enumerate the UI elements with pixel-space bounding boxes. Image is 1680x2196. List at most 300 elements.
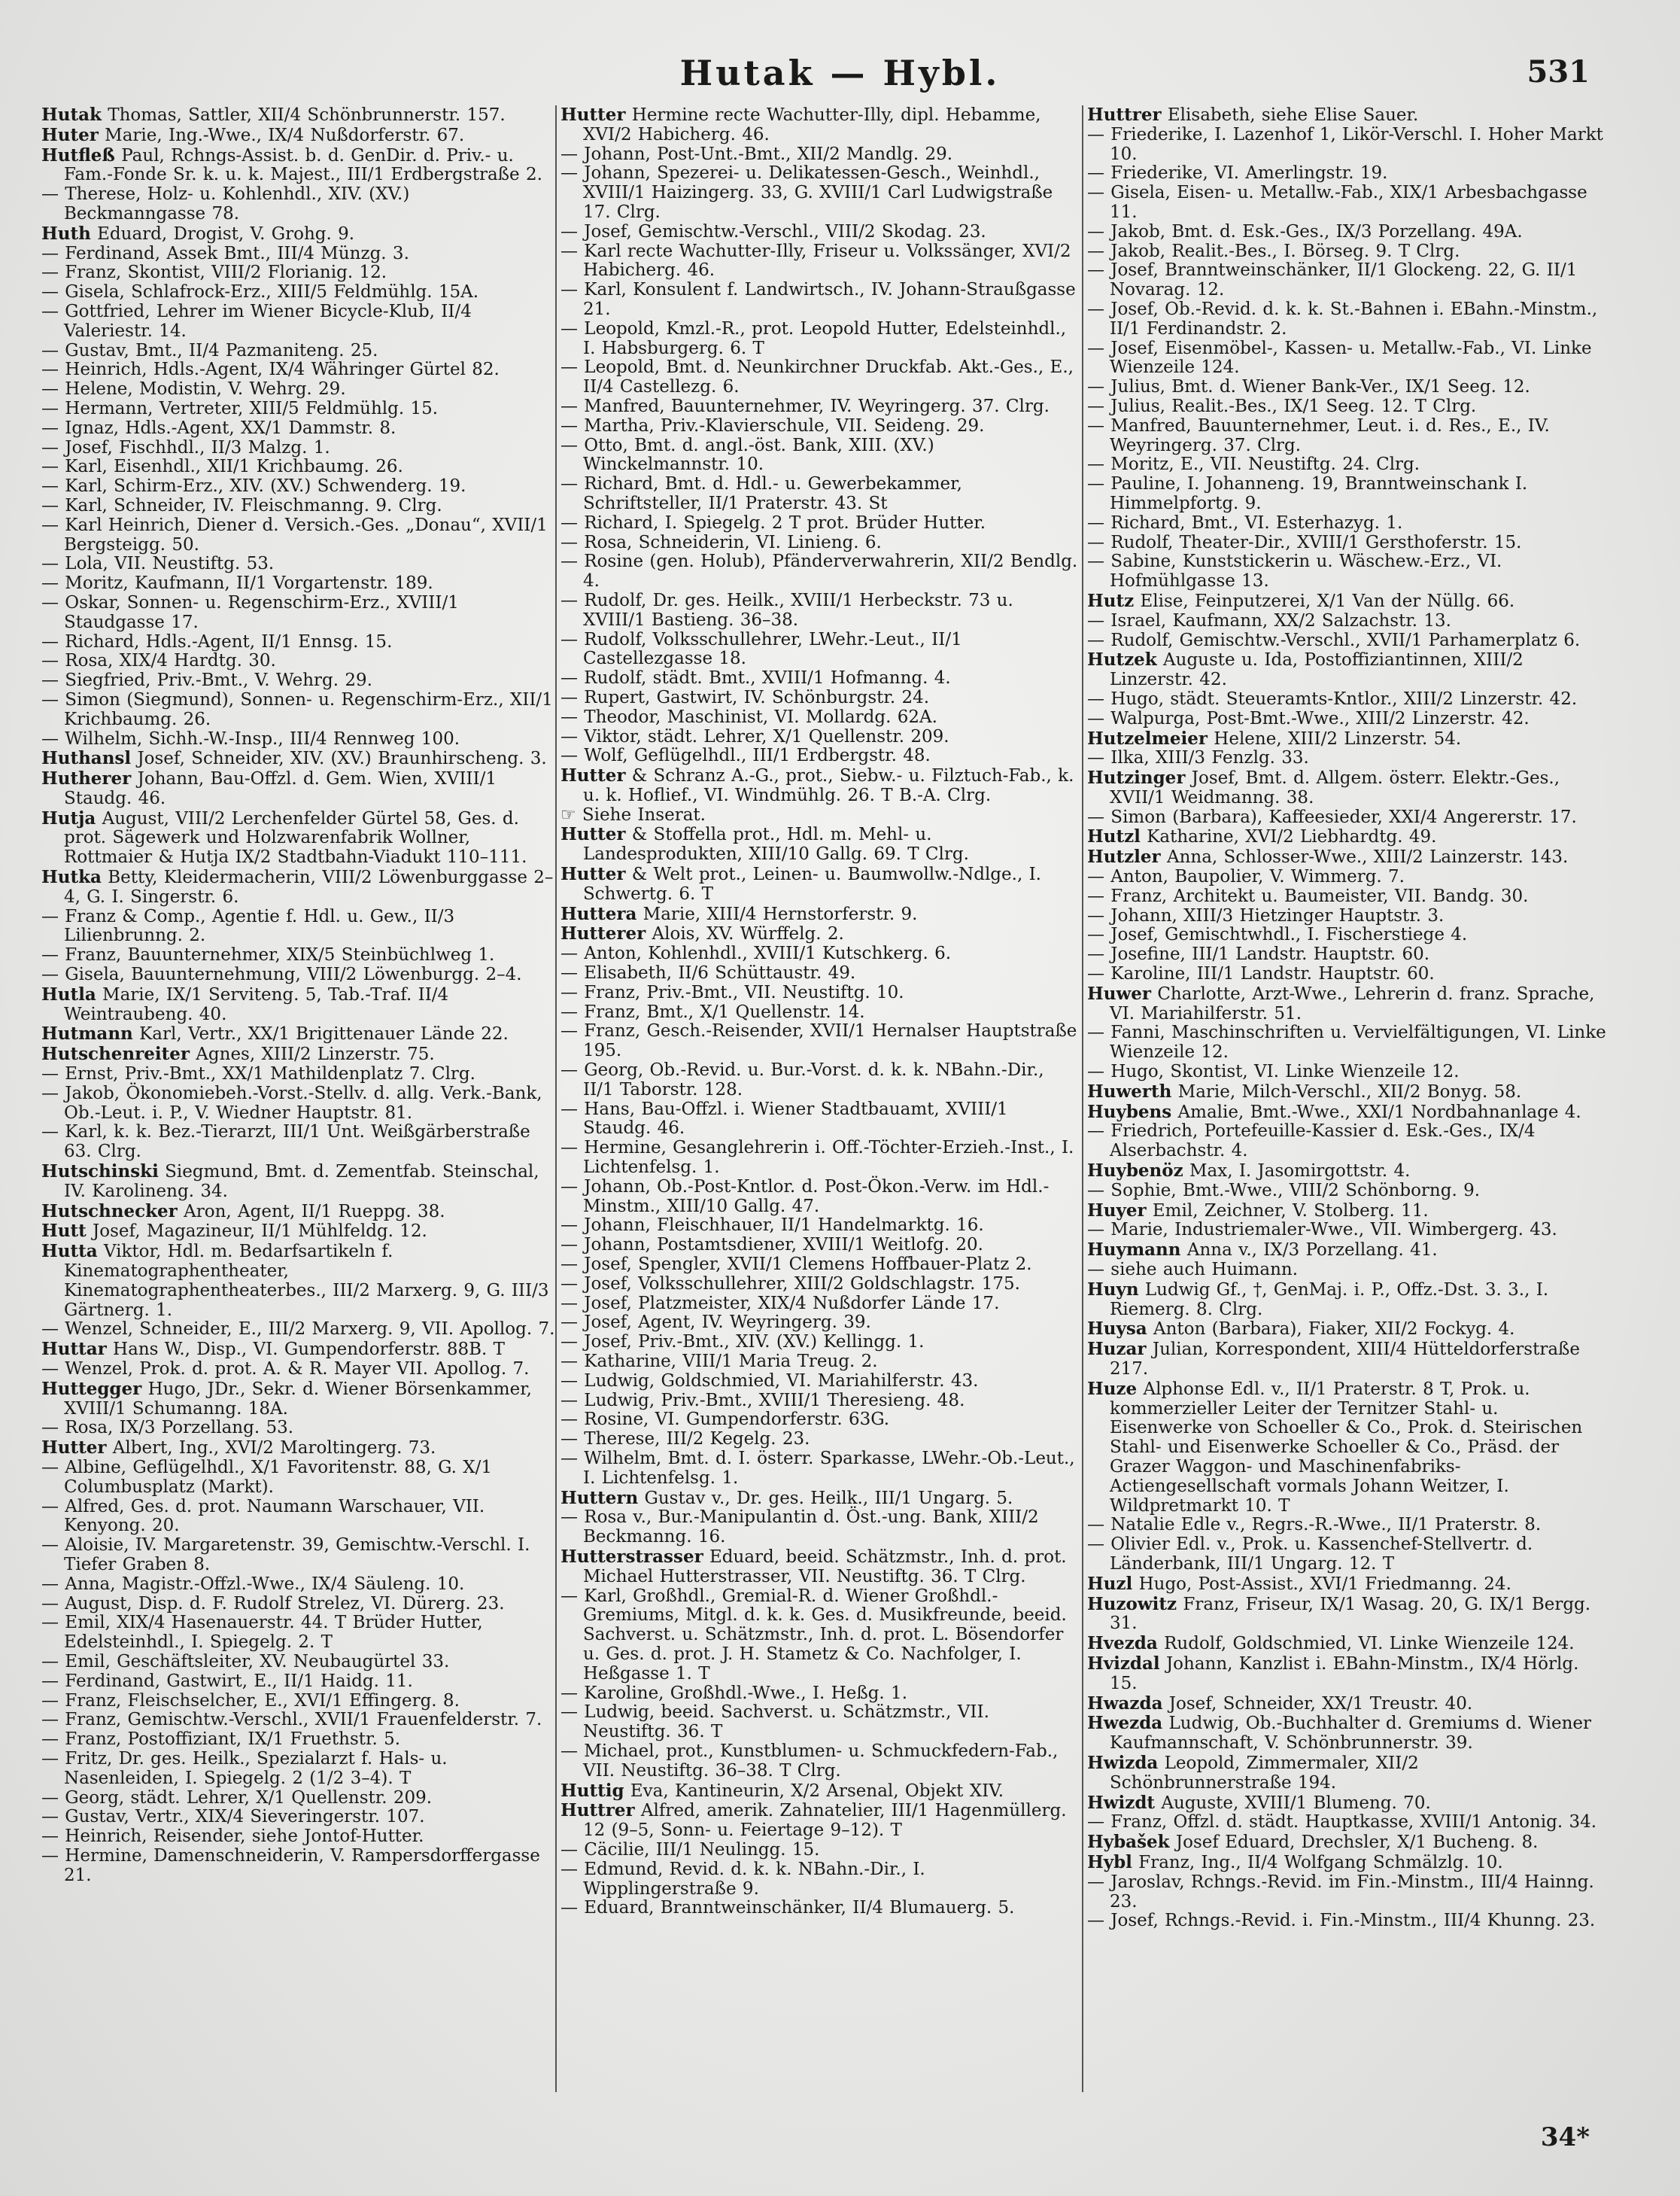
entry-details: Marie, Milch-Verschl., XII/2 Bonyg. 58. xyxy=(1177,1081,1522,1102)
entry-details: Elise, Feinputzerei, X/1 Van der Nüllg. 66. xyxy=(1140,591,1515,611)
entry-details: — Anton, Baupolier, V. Wimmerg. 7. xyxy=(1087,867,1405,887)
entry-surname: Hutmann xyxy=(41,1023,133,1045)
entry-details: — Rudolf, städt. Bmt., XVIII/1 Hofmanng. 4. xyxy=(561,668,951,689)
entry-details: — Ferdinand, Assek Bmt., III/4 Münzg. 3. xyxy=(41,243,409,263)
entry-details: Hans W., Disp., VI. Gumpendorferstr. 88B. T xyxy=(113,1340,505,1360)
directory-entry xyxy=(561,1022,1080,1061)
directory-entry xyxy=(1087,514,1606,534)
directory-entry xyxy=(561,1313,1080,1333)
directory-entry xyxy=(41,1438,557,1458)
directory-entry xyxy=(561,631,1080,670)
directory-entry xyxy=(561,1392,1080,1411)
entry-details: — Ignaz, Hdls.-Agent, XX/1 Dammstr. 8. xyxy=(41,418,396,438)
sheet-signature: 34* xyxy=(1540,2122,1590,2152)
directory-entry xyxy=(41,439,557,458)
directory-entry xyxy=(561,1449,1080,1489)
entry-details: — Friedrich, Portefeuille-Kassier d. Esk.-Ges., IX/4 Alserbachstr. 4. xyxy=(1087,1121,1536,1161)
directory-entry xyxy=(1087,1912,1606,1931)
entry-details: — Heinrich, Hdls.-Agent, IX/4 Währinger Gürtel 82. xyxy=(41,360,500,380)
directory-entry xyxy=(1087,1182,1606,1201)
directory-entry xyxy=(1087,184,1606,223)
entry-details: Johann, Bau-Offzl. d. Gem. Wien, XVIII/1 Staudg. 46. xyxy=(64,769,497,808)
entry-details: — Alfred, Ges. d. prot. Naumann Warschauer, VII. Kenyong. 20. xyxy=(41,1496,485,1536)
directory-entry xyxy=(561,552,1080,592)
entry-details: — August, Disp. d. F. Rudolf Strelez, VI. Dürerg. 23. xyxy=(41,1593,505,1614)
directory-entry xyxy=(41,1614,557,1653)
directory-entry xyxy=(1087,1221,1606,1240)
directory-entry xyxy=(41,185,557,224)
directory-entry xyxy=(1087,965,1606,984)
directory-entry xyxy=(41,1242,557,1320)
entry-details: Eva, Kantineurin, X/2 Arsenal, Objekt XIV. xyxy=(630,1781,1004,1801)
entry-details: — Gisela, Schlafrock-Erz., XIII/5 Feldmühlg. 15A. xyxy=(41,282,479,303)
entry-details: August, VIII/2 Lerchenfelder Gürtel 58, Ges. d. prot. Sägewerk und Holzwarenfabrik Wollner, Rottmaier & Hutja IX/2 Stadtbahn-Viadukt 110–111. xyxy=(64,808,527,868)
directory-entry xyxy=(561,223,1080,242)
directory-entry xyxy=(1087,1122,1606,1161)
directory-entry xyxy=(561,475,1080,514)
directory-entry xyxy=(1087,1319,1606,1340)
page-number: 531 xyxy=(1527,54,1590,90)
entry-details: — Wilhelm, Sichh.-W.-Insp., III/4 Rennweg 100. xyxy=(41,728,460,749)
entry-details: Katharine, XVI/2 Liebhardtg. 49. xyxy=(1147,827,1437,847)
entry-surname: Hwizdt xyxy=(1087,1792,1156,1813)
entry-details: Emil, Zeichner, V. Stolberg. 11. xyxy=(1152,1200,1429,1221)
directory-entry xyxy=(1087,907,1606,926)
directory-entry xyxy=(1087,552,1606,592)
entry-details: — Theodor, Maschinist, VI. Mollardg. 62A. xyxy=(561,707,937,727)
entry-details: Paul, Rchngs-Assist. b. d. GenDir. d. Priv.- u. Fam.-Fonde Sr. k. u. k. Majest., III/1 Erdbergstraße 2. xyxy=(64,145,542,185)
directory-entry xyxy=(1087,339,1606,379)
directory-entry xyxy=(41,1024,557,1045)
entry-details: — Josef, Rchngs.-Revid. i. Fin.-Minstm., III/4 Khunng. 23. xyxy=(1087,1911,1596,1931)
directory-entry xyxy=(561,1003,1080,1023)
entry-details: — Emil, Geschäftsleiter, XV. Neubaugürtel 33. xyxy=(41,1651,450,1671)
directory-entry xyxy=(561,669,1080,689)
directory-entry xyxy=(41,1575,557,1595)
directory-entry xyxy=(41,1202,557,1222)
directory-entry xyxy=(561,1216,1080,1236)
entry-details: — Marie, Industriemaler-Wwe., VII. Wimbergerg. 43. xyxy=(1087,1220,1557,1240)
directory-entry xyxy=(41,1595,557,1614)
directory-entry xyxy=(561,1236,1080,1255)
entry-details: — Josef, Ob.-Revid. d. k. k. St.-Bahnen i. EBahn.-Minstm., II/1 Ferdinandstr. 2. xyxy=(1087,299,1598,339)
entry-details: Charlotte, Arzt-Wwe., Lehrerin d. franz. Sprache, VI. Mariahilferstr. 51. xyxy=(1110,984,1595,1023)
entry-details: & Welt prot., Leinen- u. Baumwollw.-Ndlge., I. Schwertg. 6. T xyxy=(583,865,1041,904)
directory-entry xyxy=(1087,1280,1606,1320)
directory-entry xyxy=(561,358,1080,397)
directory-entry xyxy=(41,633,557,652)
directory-entry xyxy=(41,749,557,769)
entry-surname: Hutfleß xyxy=(41,144,115,166)
directory-entry xyxy=(561,164,1080,222)
entry-details: & Schranz A.-G., prot., Siebw.- u. Filztuch-Fab., k. u. k. Hoflief., VI. Windmühlg. 26. T B.-A. Clrg. xyxy=(583,766,1074,805)
directory-entry xyxy=(561,1294,1080,1314)
directory-entry xyxy=(1087,827,1606,847)
directory-entry xyxy=(41,516,557,555)
entry-surname: Huttar xyxy=(41,1339,107,1360)
directory-entry xyxy=(41,985,557,1025)
entry-details: — Josef, Volksschullehrer, XIII/2 Goldschlagstr. 175. xyxy=(561,1273,1020,1294)
entry-details: — Ferdinand, Gastwirt, E., II/1 Haidg. 11. xyxy=(41,1671,413,1691)
entry-details: — Richard, Bmt. d. Hdl.- u. Gewerbekammer, Schriftsteller, II/1 Praterstr. 43. St xyxy=(561,474,962,513)
entry-details: Josef Eduard, Drechsler, X/1 Bucheng. 8. xyxy=(1175,1833,1539,1853)
directory-entry xyxy=(561,1860,1080,1899)
entry-surname: Huzl xyxy=(1087,1573,1133,1594)
directory-entry xyxy=(561,1061,1080,1100)
directory-entry xyxy=(561,1684,1080,1704)
directory-entry xyxy=(1087,690,1606,710)
entry-details: Elisabeth, siehe Elise Sauer. xyxy=(1167,105,1419,125)
directory-entry xyxy=(41,1730,557,1750)
entry-details: — Franz, Priv.-Bmt., VII. Neustiftg. 10. xyxy=(561,982,904,1002)
directory-entry xyxy=(561,728,1080,747)
directory-entry xyxy=(41,1419,557,1438)
entry-details: — Gustav, Bmt., II/4 Pazmaniteng. 25. xyxy=(41,340,378,360)
directory-entry xyxy=(1087,1714,1606,1753)
directory-entry xyxy=(561,905,1080,925)
entry-details: — Josef, Gemischtw.-Verschl., VIII/2 Skodag. 23. xyxy=(561,221,986,242)
entry-details: — Therese, III/2 Kegelg. 23. xyxy=(561,1429,810,1449)
directory-entry xyxy=(41,946,557,966)
directory-entry xyxy=(41,1045,557,1065)
directory-entry xyxy=(41,1808,557,1827)
entry-surname: Hutterer xyxy=(561,923,646,944)
directory-entry xyxy=(1087,612,1606,631)
entry-details: — Manfred, Bauunternehmer, IV. Weyringerg. 37. Clrg. xyxy=(561,396,1050,416)
directory-entry xyxy=(41,594,557,633)
directory-entry xyxy=(1087,1063,1606,1082)
entry-surname: Hutzek xyxy=(1087,649,1157,671)
directory-entry xyxy=(1087,126,1606,165)
entry-details: — Rupert, Gastwirt, IV. Schönburgstr. 24. xyxy=(561,687,930,707)
directory-entry xyxy=(561,1100,1080,1139)
entry-details: Agnes, XIII/2 Linzerstr. 75. xyxy=(196,1045,435,1065)
entry-details: — Karl, k. k. Bez.-Tierarzt, III/1 Unt. Weißgärberstraße 63. Clrg. xyxy=(41,1122,530,1162)
entry-surname: Huttig xyxy=(561,1780,624,1801)
entry-details: Siegmund, Bmt. d. Zementfab. Steinschal, IV. Karolineng. 34. xyxy=(64,1162,539,1201)
directory-entry xyxy=(1087,847,1606,868)
directory-entry xyxy=(1087,887,1606,907)
directory-entry xyxy=(1087,164,1606,184)
directory-entry xyxy=(41,477,557,497)
column-middle xyxy=(561,105,1080,1918)
entry-details: — Natalie Edle v., Regrs.-R.-Wwe., II/1 Praterstr. 8. xyxy=(1087,1515,1542,1535)
entry-details: — Julius, Bmt. d. Wiener Bank-Ver., IX/1 Seeg. 12. xyxy=(1087,377,1530,397)
entry-details: — Ludwig, Priv.-Bmt., XVIII/1 Theresieng. 48. xyxy=(561,1390,965,1410)
directory-entry xyxy=(561,964,1080,984)
entry-details: — Viktor, städt. Lehrer, X/1 Quellenstr. 209. xyxy=(561,726,949,747)
entry-details: — Emil, XIX/4 Hasenauerstr. 44. T Brüder Hutter, Edelsteinhdl., I. Spiegelg. 2. T xyxy=(41,1613,483,1653)
entry-surname: Hvizdal xyxy=(1087,1653,1160,1674)
entry-details: — Wilhelm, Bmt. d. I. österr. Sparkasse, LWehr.-Ob.-Leut., I. Lichtenfelsg. 1. xyxy=(561,1448,1075,1488)
entry-details: — Anna, Magistr.-Offzl.-Wwe., IX/4 Säuleng. 10. xyxy=(41,1574,465,1594)
entry-surname: Huttrer xyxy=(1087,105,1162,125)
entry-details: — Moritz, Kaufmann, II/1 Vorgartenstr. 189. xyxy=(41,573,433,594)
entry-details: — Rosa, Schneiderin, VI. Linieng. 6. xyxy=(561,532,882,552)
column-left xyxy=(41,105,557,1886)
entry-details: — Franz & Comp., Agentie f. Hdl. u. Gew., II/3 Lilienbrunng. 2. xyxy=(41,906,455,946)
entry-details: — Josef, Eisenmöbel-, Kassen- u. Metallw.-Fab., VI. Linke Wienzeile 124. xyxy=(1087,338,1592,378)
entry-details: Johann, Kanzlist i. EBahn-Minstm., IX/4 Hörlg. 15. xyxy=(1110,1653,1579,1693)
entry-surname: Hybl xyxy=(1087,1851,1132,1872)
entry-details: — Hermann, Vertreter, XIII/5 Feldmühlg. 15. xyxy=(41,398,439,418)
entry-surname: Huybenöz xyxy=(1087,1160,1183,1182)
directory-entry xyxy=(41,105,557,126)
entry-surname: Hwizda xyxy=(1087,1752,1159,1773)
entry-surname: Hybašek xyxy=(1087,1832,1170,1853)
entry-details: — Jaroslav, Rchngs.-Revid. im Fin.-Minstm., III/4 Hainng. 23. xyxy=(1087,1872,1594,1912)
entry-details: — Moritz, E., VII. Neustiftg. 24. Clrg. xyxy=(1087,455,1420,475)
directory-entry xyxy=(561,534,1080,553)
entry-details: — Ludwig, beeid. Sachverst. u. Schätzmstr., VII. Neustiftg. 36. T xyxy=(561,1702,989,1742)
directory-entry xyxy=(561,436,1080,476)
directory-entry xyxy=(41,1162,557,1202)
directory-entry xyxy=(561,1255,1080,1275)
directory-entry xyxy=(41,1458,557,1498)
entry-details: — Josef, Gemischtwhdl., I. Fischerstiege 4. xyxy=(1087,925,1468,945)
directory-entry xyxy=(561,320,1080,359)
entry-details: — Rosine (gen. Holub), Pfänderverwahrerin, XII/2 Bendlg. 4. xyxy=(561,552,1078,592)
directory-entry xyxy=(1087,1340,1606,1379)
entry-details: — Josef, Agent, IV. Weyringerg. 39. xyxy=(561,1312,871,1333)
entry-details: — Georg, Ob.-Revid. u. Bur.-Vorst. d. k. k. NBahn.-Dir., II/1 Taborstr. 128. xyxy=(561,1060,1044,1100)
entry-details: — Hugo, Skontist, VI. Linke Wienzeile 12. xyxy=(1087,1062,1460,1082)
directory-entry xyxy=(1087,105,1606,126)
entry-details: — Karl, Schirm-Erz., XIV. (XV.) Schwenderg. 19. xyxy=(41,476,466,497)
entry-details: — Edmund, Revid. d. k. k. NBahn.-Dir., I. Wipplingerstraße 9. xyxy=(561,1859,925,1899)
entry-details: — Heinrich, Reisender, siehe Jontof-Hutter. xyxy=(41,1826,424,1847)
entry-details: — siehe auch Huimann. xyxy=(1087,1260,1299,1280)
directory-entry xyxy=(1087,1261,1606,1280)
column-right xyxy=(1087,105,1606,1931)
directory-entry xyxy=(41,283,557,303)
directory-entry xyxy=(41,966,557,985)
entry-details: — Rudolf, Volksschullehrer, LWehr.-Leut., II/1 Castellezgasse 18. xyxy=(561,629,962,669)
entry-surname: Hutter xyxy=(41,1437,107,1458)
directory-entry xyxy=(1087,261,1606,300)
entry-details: — Leopold, Bmt. d. Neunkirchner Druckfab. Akt.-Ges., E., II/4 Castellezg. 6. xyxy=(561,357,1074,397)
directory-entry xyxy=(1087,1873,1606,1912)
entry-details: — Oskar, Sonnen- u. Regenschirm-Erz., XVIII/1 Staudgasse 17. xyxy=(41,592,459,632)
directory-entry xyxy=(41,809,557,868)
entry-details: Josef, Bmt. d. Allgem. österr. Elektr.-Ges., XVII/1 Weidmanng. 38. xyxy=(1110,768,1560,808)
directory-entry xyxy=(1087,1654,1606,1694)
directory-entry xyxy=(41,1750,557,1789)
entry-details: Ludwig, Ob.-Buchhalter d. Gremiums d. Wiener Kaufmannschaft, V. Schönbrunnerstr. 39. xyxy=(1110,1714,1592,1753)
entry-surname: Hutter xyxy=(561,765,626,786)
entry-details: Marie, IX/1 Serviteng. 5, Tab.-Traf. II/4 Weintraubeng. 40. xyxy=(64,984,449,1024)
entry-details: Anna, Schlosser-Wwe., XIII/2 Lainzerstr. 143. xyxy=(1166,847,1569,868)
entry-surname: Hutzl xyxy=(1087,826,1141,847)
entry-details: — Siegfried, Priv.-Bmt., V. Wehrg. 29. xyxy=(41,671,372,691)
entry-details: — Johann, Post-Unt.-Bmt., XII/2 Mandlg. 29. xyxy=(561,144,953,164)
directory-entry xyxy=(561,592,1080,631)
entry-surname: Hutherer xyxy=(41,768,132,789)
directory-entry xyxy=(561,1372,1080,1392)
entry-details: — Leopold, Kmzl.-R., prot. Leopold Hutter, Edelsteinhdl., I. Habsburgerg. 6. T xyxy=(561,318,1067,358)
directory-entry xyxy=(561,105,1080,145)
directory-entry xyxy=(561,1841,1080,1860)
directory-entry xyxy=(41,497,557,516)
entry-details: — Georg, städt. Lehrer, X/1 Quellenstr. 209. xyxy=(41,1787,433,1808)
entry-details: Leopold, Zimmermaler, XII/2 Schönbrunnerstraße 194. xyxy=(1110,1753,1419,1793)
entry-details: — Aloisie, IV. Margaretenstr. 39, Gemischtw.-Verschl. I. Tiefer Graben 8. xyxy=(41,1535,530,1574)
entry-details: — Elisabeth, II/6 Schüttaustr. 49. xyxy=(561,963,856,984)
entry-details: — Cäcilie, III/1 Neulingg. 15. xyxy=(561,1839,820,1860)
directory-entry xyxy=(1087,749,1606,768)
entry-details: Alois, XV. Würffelg. 2. xyxy=(652,924,844,944)
entry-details: — Julius, Realit.-Bes., IX/1 Seeg. 12. T Clrg. xyxy=(1087,396,1477,416)
entry-details: — Franz, Postoffiziant, IX/1 Fruethstr. 5. xyxy=(41,1729,401,1750)
directory-entry xyxy=(1087,397,1606,417)
entry-surname: Huzowitz xyxy=(1087,1593,1177,1614)
entry-details: — Franz, Bmt., X/1 Quellenstr. 14. xyxy=(561,1002,865,1022)
entry-details: Julian, Korrespondent, XIII/4 Hütteldorferstraße 217. xyxy=(1110,1340,1581,1379)
directory-entry xyxy=(1087,223,1606,242)
entry-details: — Wolf, Geflügelhdl., III/1 Erdbergstr. 48. xyxy=(561,746,931,766)
directory-entry xyxy=(561,944,1080,964)
directory-entry xyxy=(1087,1634,1606,1654)
entry-details: — Karl, Schneider, IV. Fleischmanng. 9. Clrg. xyxy=(41,495,442,516)
directory-entry xyxy=(1087,710,1606,729)
entry-surname: Hutter xyxy=(561,105,626,125)
directory-entry xyxy=(41,1320,557,1340)
entry-details: — Olivier Edl. v., Prok. u. Kassenchef-Stellvertr. d. Länderbank, III/1 Ungarg. 12. T xyxy=(1087,1534,1533,1574)
entry-surname: Hutschinski xyxy=(41,1161,159,1182)
directory-entry xyxy=(41,574,557,594)
directory-entry xyxy=(561,1178,1080,1217)
entry-details: Hugo, JDr., Sekr. d. Wiener Börsenkammer, XVIII/1 Schumanng. 18A. xyxy=(64,1379,532,1419)
entry-details: Hermine recte Wachutter-Illy, dipl. Hebamme, XVI/2 Habicherg. 46. xyxy=(583,105,1041,144)
entry-details: — Rudolf, Gemischtw.-Verschl., XVII/1 Parhamerplatz 6. xyxy=(1087,630,1581,650)
entry-surname: Huttera xyxy=(561,903,637,924)
entry-details: Thomas, Sattler, XII/4 Schönbrunnerstr. 157. xyxy=(108,105,506,125)
entry-surname: Hutschnecker xyxy=(41,1200,178,1221)
directory-entry xyxy=(561,1489,1080,1509)
entry-details: Auguste u. Ida, Postoffiziantinnen, XIII/2 Linzerstr. 42. xyxy=(1110,650,1524,690)
directory-entry xyxy=(561,281,1080,320)
entry-surname: Hutschenreiter xyxy=(41,1044,190,1065)
directory-entry xyxy=(41,303,557,342)
entry-surname: Hwezda xyxy=(1087,1713,1163,1734)
entry-details: — Fanni, Maschinschriften u. Vervielfältigungen, VI. Linke Wienzeile 12. xyxy=(1087,1023,1606,1063)
directory-entry xyxy=(41,380,557,400)
entry-details: — Johann, Ob.-Post-Kntlor. d. Post-Ökon.-Verw. im Hdl.-Minstm., XIII/10 Gallg. 47. xyxy=(561,1176,1050,1216)
entry-details: Viktor, Hdl. m. Bedarfsartikeln f. Kinematographentheater, Kinematographentheaterbes., III/2 Marxerg. 9, G. III/3 Gärtnerg. 1. xyxy=(64,1242,549,1320)
directory-entry xyxy=(41,868,557,908)
entry-details: — Jakob, Bmt. d. Esk.-Ges., IX/3 Porzellang. 49A. xyxy=(1087,221,1523,242)
directory-entry xyxy=(561,1703,1080,1742)
page-header xyxy=(0,53,1680,105)
entry-details: — Karoline, Großhdl.-Wwe., I. Heßg. 1. xyxy=(561,1683,908,1703)
entry-details: — Franz, Architekt u. Baumeister, VII. Bandg. 30. xyxy=(1087,886,1529,906)
entry-details: — Josef, Branntweinschänker, II/1 Glockeng. 22, G. II/1 Novarag. 12. xyxy=(1087,260,1578,300)
directory-entry xyxy=(561,1742,1080,1781)
directory-entry xyxy=(41,263,557,283)
directory-entry xyxy=(1087,1082,1606,1103)
entry-surname: Hutja xyxy=(41,808,96,829)
entry-details: Anton (Barbara), Fiaker, XII/2 Fockyg. 4. xyxy=(1153,1319,1515,1340)
entry-surname: Huwer xyxy=(1087,983,1152,1004)
directory-entry xyxy=(41,1065,557,1084)
directory-entry xyxy=(1087,868,1606,887)
entry-details: Aron, Agent, II/1 Rueppg. 38. xyxy=(184,1201,445,1221)
entry-details: — Karl, Konsulent f. Landwirtsch., IV. Johann-Straußgasse 21. xyxy=(561,280,1076,319)
directory-entry xyxy=(1087,534,1606,553)
entry-surname: Huzar xyxy=(1087,1339,1147,1360)
entry-surname: Huttegger xyxy=(41,1378,142,1399)
entry-details: Anna v., IX/3 Porzellang. 41. xyxy=(1186,1240,1438,1261)
entry-details: — Eduard, Branntweinschänker, II/4 Blumauerg. 5. xyxy=(561,1898,1015,1918)
entry-surname: Hutter xyxy=(561,824,626,845)
directory-entry xyxy=(1087,808,1606,828)
entry-surname: Hvezda xyxy=(1087,1633,1158,1654)
directory-entry xyxy=(561,1801,1080,1841)
directory-entry xyxy=(1087,768,1606,808)
entry-surname: Hutt xyxy=(41,1221,87,1242)
entry-details: — Friederike, I. Lazenhof 1, Likör-Verschl. I. Hoher Markt 10. xyxy=(1087,124,1603,164)
entry-details: — Manfred, Bauunternehmer, Leut. i. d. Res., E., IV. Weyringerg. 37. Clrg. xyxy=(1087,415,1550,455)
directory-entry xyxy=(41,1692,557,1711)
entry-details: — Ludwig, Goldschmied, VI. Mariahilferstr. 43. xyxy=(561,1370,979,1391)
entry-details: Franz, Friseur, IX/1 Wasag. 20, G. IX/1 Bergg. 31. xyxy=(1110,1594,1591,1634)
directory-entry xyxy=(1087,1813,1606,1833)
entry-details: Rudolf, Goldschmied, VI. Linke Wienzeile 124. xyxy=(1164,1634,1575,1654)
directory-entry xyxy=(561,1587,1080,1684)
entry-details: — Karl recte Wachutter-Illy, Friseur u. Volkssänger, XVI/2 Habicherg. 46. xyxy=(561,241,1071,281)
directory-entry xyxy=(1087,650,1606,690)
directory-entry xyxy=(1087,631,1606,651)
entry-details: — Hans, Bau-Offzl. i. Wiener Stadtbauamt, XVIII/1 Staudg. 46. xyxy=(561,1099,1008,1139)
directory-entry xyxy=(41,224,557,245)
entry-details: — Josef, Priv.-Bmt., XIV. (XV.) Kellingg. 1. xyxy=(561,1332,925,1352)
entry-details: — Richard, Hdls.-Agent, II/1 Ennsg. 15. xyxy=(41,631,393,652)
entry-details: Hugo, Post-Assist., XVI/1 Friedmanng. 24. xyxy=(1138,1574,1511,1594)
directory-entry xyxy=(561,1352,1080,1372)
directory-entry xyxy=(1087,475,1606,514)
entry-details: — Karl, Eisenhdl., XII/1 Krichbaumg. 26. xyxy=(41,457,403,477)
directory-entry xyxy=(1087,1793,1606,1814)
entry-surname: Huze xyxy=(1087,1378,1138,1399)
directory-entry xyxy=(1087,1574,1606,1595)
entry-details: Auguste, XVIII/1 Blumeng. 70. xyxy=(1161,1793,1431,1813)
entry-details: — Albine, Geflügelhdl., X/1 Favoritenstr. 88, G. X/1 Columbusplatz (Markt). xyxy=(41,1457,493,1497)
entry-surname: Huyn xyxy=(1087,1279,1139,1300)
entry-details: Josef, Magazineur, II/1 Mühlfeldg. 12. xyxy=(93,1221,427,1242)
entry-surname: Hutzinger xyxy=(1087,768,1186,789)
entry-surname: Hutz xyxy=(1087,590,1135,611)
entry-details: Betty, Kleidermacherin, VIII/2 Löwenburggasse 2–4, G. I. Singerstr. 6. xyxy=(64,868,554,907)
directory-entry xyxy=(41,1340,557,1360)
entry-surname: Hutta xyxy=(41,1241,98,1262)
directory-entry xyxy=(561,865,1080,905)
entry-details: — Johann, Spezerei- u. Delikatessen-Gesch., Weinhdl., XVIII/1 Haizingerg. 33, G. XVIII/1 Carl Ludwigstraße 17. Clrg. xyxy=(561,163,1053,222)
entry-details: — Rosa v., Bur.-Manipulantin d. Öst.-ung. Bank, XIII/2 Beckmanng. 16. xyxy=(561,1507,1039,1547)
directory-entry xyxy=(41,1221,557,1242)
directory-entry xyxy=(561,242,1080,281)
entry-details: — Jakob, Ökonomiebeh.-Vorst.-Stellv. d. allg. Verk.-Bank, Ob.-Leut. i. P., V. Wiedner Hauptstr. 81. xyxy=(41,1083,542,1123)
running-head: Hutak — Hybl. xyxy=(679,53,1001,93)
directory-entry xyxy=(1087,1535,1606,1574)
directory-entry xyxy=(41,691,557,730)
directory-entry xyxy=(1087,1853,1606,1873)
entry-surname: Huybens xyxy=(1087,1101,1172,1122)
directory-entry xyxy=(1087,926,1606,945)
entry-details: Josef, Schneider, XIV. (XV.) Braunhirscheng. 3. xyxy=(137,749,547,769)
entry-details: — Hermine, Damenschneiderin, V. Rampersdorffergasse 21. xyxy=(41,1845,540,1885)
directory-entry xyxy=(561,689,1080,708)
entry-details: — Johann, Fleischhauer, II/1 Handelmarktg. 16. xyxy=(561,1215,984,1236)
